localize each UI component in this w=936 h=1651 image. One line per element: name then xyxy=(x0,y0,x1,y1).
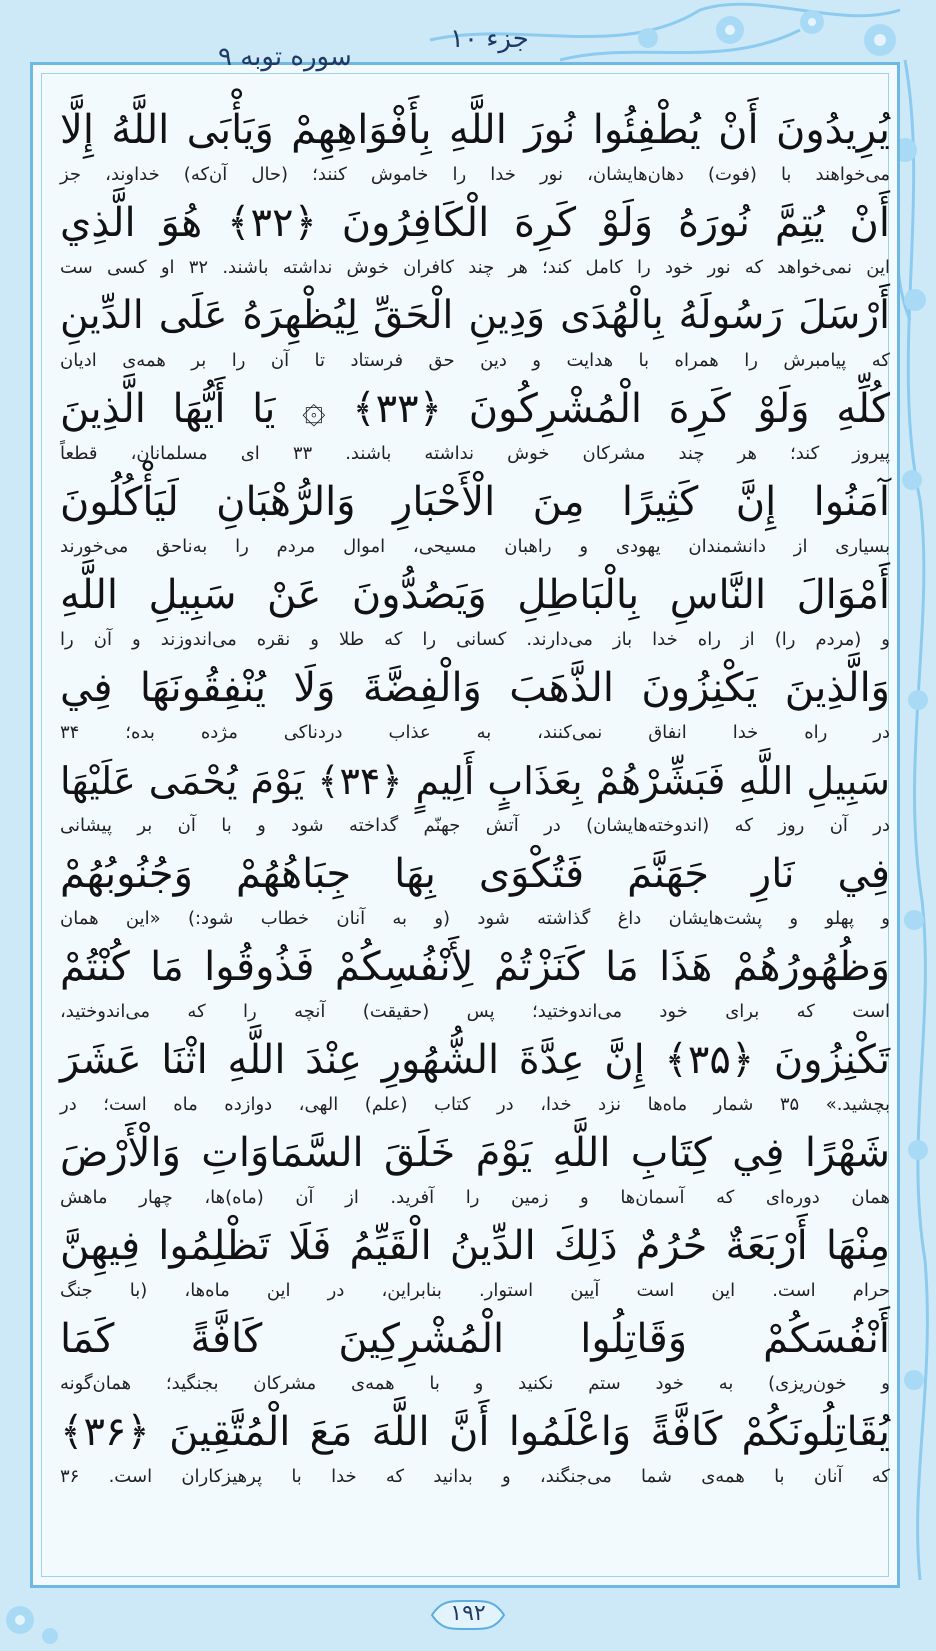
page-number-text: ۱۹۲ xyxy=(450,1601,486,1626)
translation-line: همان دوره‌ای که آسمان‌ها و زمین را آفرید. از آن (ماه)ها، چهار ماهش xyxy=(60,1187,890,1208)
line-row xyxy=(60,844,890,937)
surah-label: سوره توبه ۹ xyxy=(218,42,352,72)
arabic-line: كُلِّهِ وَلَوْ كَرِهَ الْمُشْرِكُونَ ﴿۳۳﴾ ۞ يَا أَيُّهَا الَّذِينَ xyxy=(60,386,890,432)
translation-line: حرام است. این است آیین استوار. بنابراین، در این ماه‌ها، (با جنگ xyxy=(60,1280,890,1301)
arabic-line: وَالَّذِينَ يَكْنِزُونَ الذَّهَبَ وَالْفِضَّةَ وَلَا يُنْفِقُونَهَا فِي xyxy=(60,665,890,711)
line-row xyxy=(60,937,890,1030)
line-row xyxy=(60,1402,890,1495)
arabic-line: سَبِيلِ اللَّهِ فَبَشِّرْهُمْ بِعَذَابٍ أَلِيمٍ ﴿۳۴﴾ يَوْمَ يُحْمَى عَلَيْهَا xyxy=(60,759,890,803)
translation-line: است که برای خود می‌اندوختید؛ پس (حقیقت) آنچه را که می‌اندوختید، xyxy=(60,1001,890,1022)
arabic-line: آمَنُوا إِنَّ كَثِيرًا مِنَ الْأَحْبَارِ وَالرُّهْبَانِ لَيَأْكُلُونَ xyxy=(60,479,890,525)
line-row xyxy=(60,379,890,472)
arabic-line: مِنْهَا أَرْبَعَةٌ حُرُمٌ ذَلِكَ الدِّينُ الْقَيِّمُ فَلَا تَظْلِمُوا فِيهِنَّ xyxy=(60,1223,890,1269)
arabic-line: أَرْسَلَ رَسُولَهُ بِالْهُدَى وَدِينِ الْحَقِّ لِيُظْهِرَهُ عَلَى الدِّينِ xyxy=(60,293,890,338)
page-number xyxy=(428,1597,508,1633)
translation-line: و (مردم را) از راه خدا باز می‌دارند. کسانی را که طلا و نقره می‌اندوزند و آن را xyxy=(60,629,890,650)
translation-line: بسیاری از دانشمندان یهودی و راهبان مسیحی، اموال مردم را به‌ناحق می‌خورند xyxy=(60,536,890,557)
page-header xyxy=(0,14,936,72)
line-row xyxy=(60,1216,890,1309)
line-row xyxy=(60,658,890,751)
translation-line: که پیامبرش را همراه با هدایت و دین حق فرستاد تا آن را بر همه‌ی ادیان xyxy=(60,350,890,371)
translation-line: در راه خدا انفاق نمی‌کنند، به عذاب دردناکی مژده بده؛ ۳۴ xyxy=(60,722,890,743)
arabic-line: فِي نَارِ جَهَنَّمَ فَتُكْوَى بِهَا جِبَاهُهُمْ وَجُنُوبُهُمْ xyxy=(60,851,890,897)
translation-line: پیروز کند؛ هر چند مشرکان خوش نداشته باشند. ۳۳ ای مسلمانان، قطعاً xyxy=(60,443,890,464)
arabic-line: تَكْنِزُونَ ﴿۳۵﴾ إِنَّ عِدَّةَ الشُّهُورِ عِنْدَ اللَّهِ اثْنَا عَشَرَ xyxy=(60,1037,890,1083)
arabic-line: يُقَاتِلُونَكُمْ كَافَّةً وَاعْلَمُوا أَنَّ اللَّهَ مَعَ الْمُتَّقِينَ ﴿۳۶﴾ xyxy=(60,1409,890,1455)
line-row xyxy=(60,1309,890,1402)
translation-line: این نمی‌خواهد که نور خود را کامل کند؛ هر چند کافران خوش نداشته باشند. ۳۲ او کسی ست xyxy=(60,257,890,278)
translation-line: که آنان با همه‌ی شما می‌جنگند، و بدانید که خدا با پرهیزکاران است. ۳۶ xyxy=(60,1466,890,1487)
line-row xyxy=(60,751,890,844)
arabic-line: أَنْ يُتِمَّ نُورَهُ وَلَوْ كَرِهَ الْكَافِرُونَ ﴿۳۲﴾ هُوَ الَّذِي xyxy=(60,200,890,246)
line-row xyxy=(60,286,890,379)
arabic-line: وَظُهُورُهُمْ هَذَا مَا كَنَزْتُمْ لِأَنْفُسِكُمْ فَذُوقُوا مَا كُنْتُمْ xyxy=(60,944,890,990)
line-row xyxy=(60,472,890,565)
line-row xyxy=(60,565,890,658)
line-row xyxy=(60,1123,890,1216)
line-row xyxy=(60,193,890,286)
translation-line: در آن روز که (اندوخته‌هایشان) در آتش جهنّم گداخته شود و با آن بر پیشانی xyxy=(60,815,890,836)
translation-line: و خون‌ریزی) به خود ستم نکنید و با همه‌ی مشرکان بجنگید؛ همان‌گونه xyxy=(60,1373,890,1394)
translation-line: و پهلو و پشت‌هایشان داغ گذاشته شود (و به آنان خطاب شود:) «این همان xyxy=(60,908,890,929)
arabic-line: يُرِيدُونَ أَنْ يُطْفِئُوا نُورَ اللَّهِ بِأَفْوَاهِهِمْ وَيَأْبَى اللَّهُ إِلَّا xyxy=(60,107,890,153)
juz-label: جزء ۱۰ xyxy=(450,24,529,54)
arabic-line: شَهْرًا فِي كِتَابِ اللَّهِ يَوْمَ خَلَقَ السَّمَاوَاتِ وَالْأَرْضَ xyxy=(60,1130,890,1176)
arabic-line: أَمْوَالَ النَّاسِ بِالْبَاطِلِ وَيَصُدُّونَ عَنْ سَبِيلِ اللَّهِ xyxy=(60,572,890,618)
translation-line: می‌خواهند با (فوت) دهان‌هایشان، نور خدا را خاموش کنند؛ (حال آن‌که) خداوند، جز xyxy=(60,164,890,185)
line-row xyxy=(60,100,890,193)
verse-lines xyxy=(60,100,890,1495)
line-row xyxy=(60,1030,890,1123)
arabic-line: أَنْفُسَكُمْ وَقَاتِلُوا الْمُشْرِكِينَ كَافَّةً كَمَا xyxy=(60,1316,890,1362)
translation-line: بچشید.» ۳۵ شمار ماه‌ها نزد خدا، در کتاب (علم) الهی، دوازده ماه است؛ در xyxy=(60,1094,890,1115)
